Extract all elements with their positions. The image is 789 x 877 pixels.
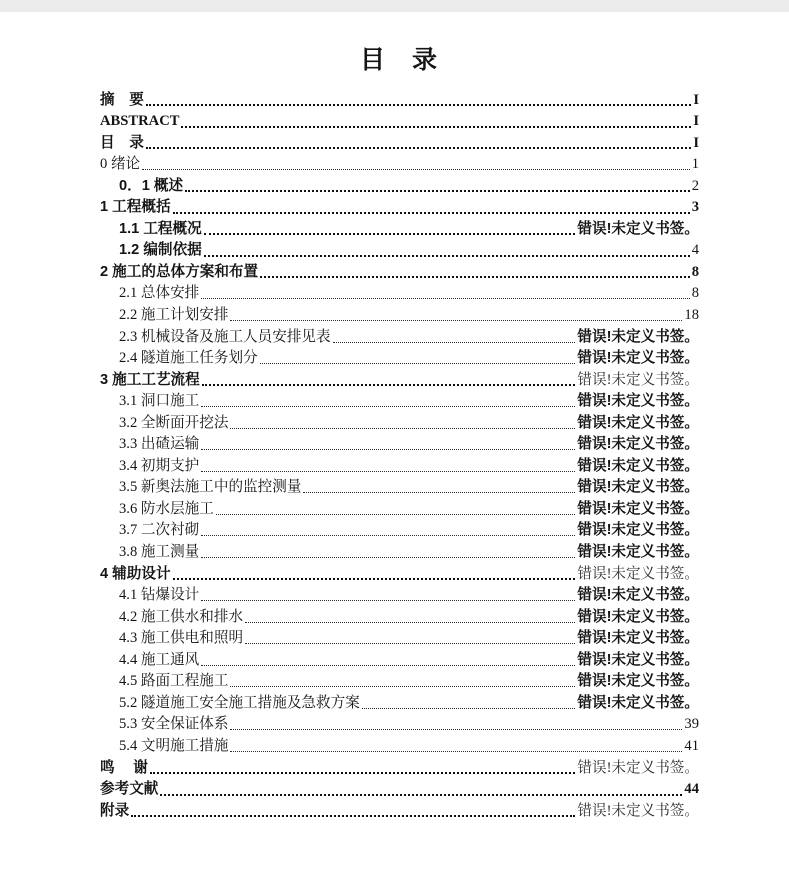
toc-list <box>100 88 699 821</box>
toc-entry-page: 错误!未定义书签。 <box>577 802 699 819</box>
dot-leader <box>146 104 692 106</box>
toc-entry-page: 错误!未定义书签。 <box>577 630 699 647</box>
toc-entry-page: 3 <box>691 199 699 216</box>
dot-leader <box>181 126 691 128</box>
toc-entry[interactable] <box>100 411 699 433</box>
toc-entry[interactable] <box>100 390 699 412</box>
dot-leader <box>230 428 575 429</box>
toc-entry-label: 3.1 洞口施工 <box>119 393 200 410</box>
toc-entry[interactable] <box>100 131 699 153</box>
toc-entry[interactable] <box>100 562 699 584</box>
dot-leader <box>201 449 575 450</box>
toc-entry-page: 8 <box>691 285 699 302</box>
toc-entry-label: 4.1 钻爆设计 <box>119 587 200 604</box>
toc-entry-page: 错误!未定义书签。 <box>577 371 699 388</box>
toc-entry-page: 错误!未定义书签。 <box>577 522 699 539</box>
toc-entry[interactable] <box>100 519 699 541</box>
dot-leader <box>230 729 682 730</box>
toc-entry[interactable] <box>100 605 699 627</box>
dot-leader <box>201 665 575 666</box>
toc-entry-page: 错误!未定义书签。 <box>577 500 699 517</box>
dot-leader <box>202 384 576 386</box>
toc-entry[interactable] <box>100 799 699 821</box>
dot-leader <box>245 622 575 623</box>
dot-leader <box>260 363 576 364</box>
toc-entry-label: 2.4 隧道施工任务划分 <box>119 350 258 367</box>
toc-entry-label: 4.4 施工通风 <box>119 651 200 668</box>
toc-entry-page: I <box>693 113 699 130</box>
toc-entry-label: 3.8 施工测量 <box>119 544 200 561</box>
toc-entry-label: 1.1 工程概况 <box>119 220 202 237</box>
toc-entry-page: I <box>693 91 699 108</box>
toc-entry-label: 附录 <box>100 802 130 819</box>
toc-entry-label: 1.2 编制依据 <box>119 242 202 259</box>
toc-entry-label: 3.3 出碴运输 <box>119 436 200 453</box>
toc-entry[interactable] <box>100 368 699 390</box>
toc-entry-page: 错误!未定义书签。 <box>577 393 699 410</box>
toc-entry[interactable] <box>100 110 699 132</box>
dot-leader <box>201 535 575 536</box>
toc-entry-label: 4.5 路面工程施工 <box>119 673 229 690</box>
toc-entry[interactable] <box>100 670 699 692</box>
toc-entry[interactable] <box>100 497 699 519</box>
dot-leader <box>201 600 575 601</box>
toc-entry-page: 2 <box>691 177 699 194</box>
toc-entry[interactable] <box>100 303 699 325</box>
dot-leader <box>245 643 575 644</box>
dot-leader <box>260 276 690 278</box>
dot-leader <box>362 708 576 709</box>
toc-entry[interactable] <box>100 476 699 498</box>
toc-entry[interactable] <box>100 433 699 455</box>
toc-entry[interactable] <box>100 174 699 196</box>
dot-leader <box>173 212 690 214</box>
toc-entry-page: 错误!未定义书签。 <box>577 414 699 431</box>
toc-entry-page: 错误!未定义书签。 <box>577 694 699 711</box>
page-top-edge <box>0 0 789 12</box>
toc-entry-label: 0．1 概述 <box>119 177 184 194</box>
toc-entry[interactable] <box>100 584 699 606</box>
toc-entry-label: 4.2 施工供水和排水 <box>119 608 244 625</box>
toc-entry-page: 4 <box>691 242 699 259</box>
dot-leader <box>303 492 575 493</box>
toc-entry-label: 3.4 初期支护 <box>119 457 200 474</box>
toc-entry[interactable] <box>100 734 699 756</box>
toc-entry-page: 错误!未定义书签。 <box>577 220 699 237</box>
dot-leader <box>150 772 576 774</box>
dot-leader <box>204 255 690 257</box>
toc-entry[interactable] <box>100 540 699 562</box>
dot-leader <box>201 557 575 558</box>
toc-entry[interactable] <box>100 325 699 347</box>
toc-entry-label: 3.5 新奥法施工中的监控测量 <box>119 479 302 496</box>
toc-entry-label: 5.4 文明施工措施 <box>119 737 229 754</box>
dot-leader <box>230 686 575 687</box>
toc-entry-page: 44 <box>684 781 699 798</box>
toc-entry-page: 错误!未定义书签。 <box>577 328 699 345</box>
dot-leader <box>160 794 682 796</box>
dot-leader <box>146 147 692 149</box>
toc-entry-page: 8 <box>691 263 699 280</box>
dot-leader <box>142 169 690 170</box>
toc-entry[interactable] <box>100 691 699 713</box>
toc-entry-page: 错误!未定义书签。 <box>577 587 699 604</box>
dot-leader <box>185 190 690 192</box>
toc-entry-page: 错误!未定义书签。 <box>577 436 699 453</box>
dot-leader <box>201 471 575 472</box>
dot-leader <box>131 815 575 817</box>
dot-leader <box>173 578 576 580</box>
toc-entry-label: 鸣 谢 <box>100 759 148 776</box>
toc-entry-label: 5.3 安全保证体系 <box>119 716 229 733</box>
dot-leader <box>201 406 575 407</box>
toc-entry[interactable] <box>100 239 699 261</box>
toc-entry-label: 2 施工的总体方案和布置 <box>100 263 259 280</box>
dot-leader <box>333 342 576 343</box>
toc-entry-page: I <box>693 134 699 151</box>
dot-leader <box>204 233 576 235</box>
toc-entry-page: 错误!未定义书签。 <box>577 673 699 690</box>
toc-entry[interactable] <box>100 713 699 735</box>
toc-entry-page: 错误!未定义书签。 <box>577 479 699 496</box>
toc-entry-page: 错误!未定义书签。 <box>577 608 699 625</box>
toc-entry[interactable] <box>100 217 699 239</box>
toc-entry-label: 目 录 <box>100 134 144 151</box>
toc-entry-page: 41 <box>684 737 699 754</box>
dot-leader <box>230 320 682 321</box>
toc-entry[interactable] <box>100 196 699 218</box>
toc-entry[interactable] <box>100 454 699 476</box>
toc-entry-label: 2.3 机械设备及施工人员安排见表 <box>119 328 331 345</box>
toc-entry-label: ABSTRACT <box>100 113 180 130</box>
toc-entry-page: 错误!未定义书签。 <box>577 457 699 474</box>
toc-entry-label: 4.3 施工供电和照明 <box>119 630 244 647</box>
toc-entry-page: 错误!未定义书签。 <box>577 544 699 561</box>
toc-entry-page: 1 <box>691 156 699 173</box>
toc-entry[interactable] <box>100 627 699 649</box>
toc-entry-page: 错误!未定义书签。 <box>577 565 699 582</box>
toc-entry-label: 参考文献 <box>100 781 159 798</box>
toc-entry[interactable] <box>100 282 699 304</box>
toc-entry-label: 3.6 防水层施工 <box>119 500 214 517</box>
toc-entry[interactable] <box>100 648 699 670</box>
toc-entry[interactable] <box>100 778 699 800</box>
toc-entry[interactable] <box>100 347 699 369</box>
dot-leader <box>201 298 689 299</box>
toc-entry-label: 2.2 施工计划安排 <box>119 307 229 324</box>
toc-entry[interactable] <box>100 260 699 282</box>
toc-entry-label: 3.2 全断面开挖法 <box>119 414 229 431</box>
toc-entry[interactable] <box>100 88 699 110</box>
toc-entry[interactable] <box>100 756 699 778</box>
toc-entry-label: 5.2 隧道施工安全施工措施及急救方案 <box>119 694 360 711</box>
dot-leader <box>230 751 682 752</box>
dot-leader <box>216 514 576 515</box>
toc-entry-page: 错误!未定义书签。 <box>577 651 699 668</box>
toc-entry-label: 3.7 二次衬砌 <box>119 522 200 539</box>
toc-entry-label: 4 辅助设计 <box>100 565 171 582</box>
toc-entry[interactable] <box>100 153 699 175</box>
toc-entry-label: 3 施工工艺流程 <box>100 371 200 388</box>
toc-entry-label: 摘 要 <box>100 91 144 108</box>
toc-entry-label: 2.1 总体安排 <box>119 285 200 302</box>
toc-entry-page: 39 <box>684 716 699 733</box>
toc-entry-page: 错误!未定义书签。 <box>577 350 699 367</box>
toc-entry-label: 0 绪论 <box>100 156 141 173</box>
toc-entry-page: 错误!未定义书签。 <box>577 759 699 776</box>
page-title: 目 录 <box>359 46 438 74</box>
toc-entry-page: 18 <box>684 307 699 324</box>
toc-entry-label: 1 工程概括 <box>100 199 171 216</box>
